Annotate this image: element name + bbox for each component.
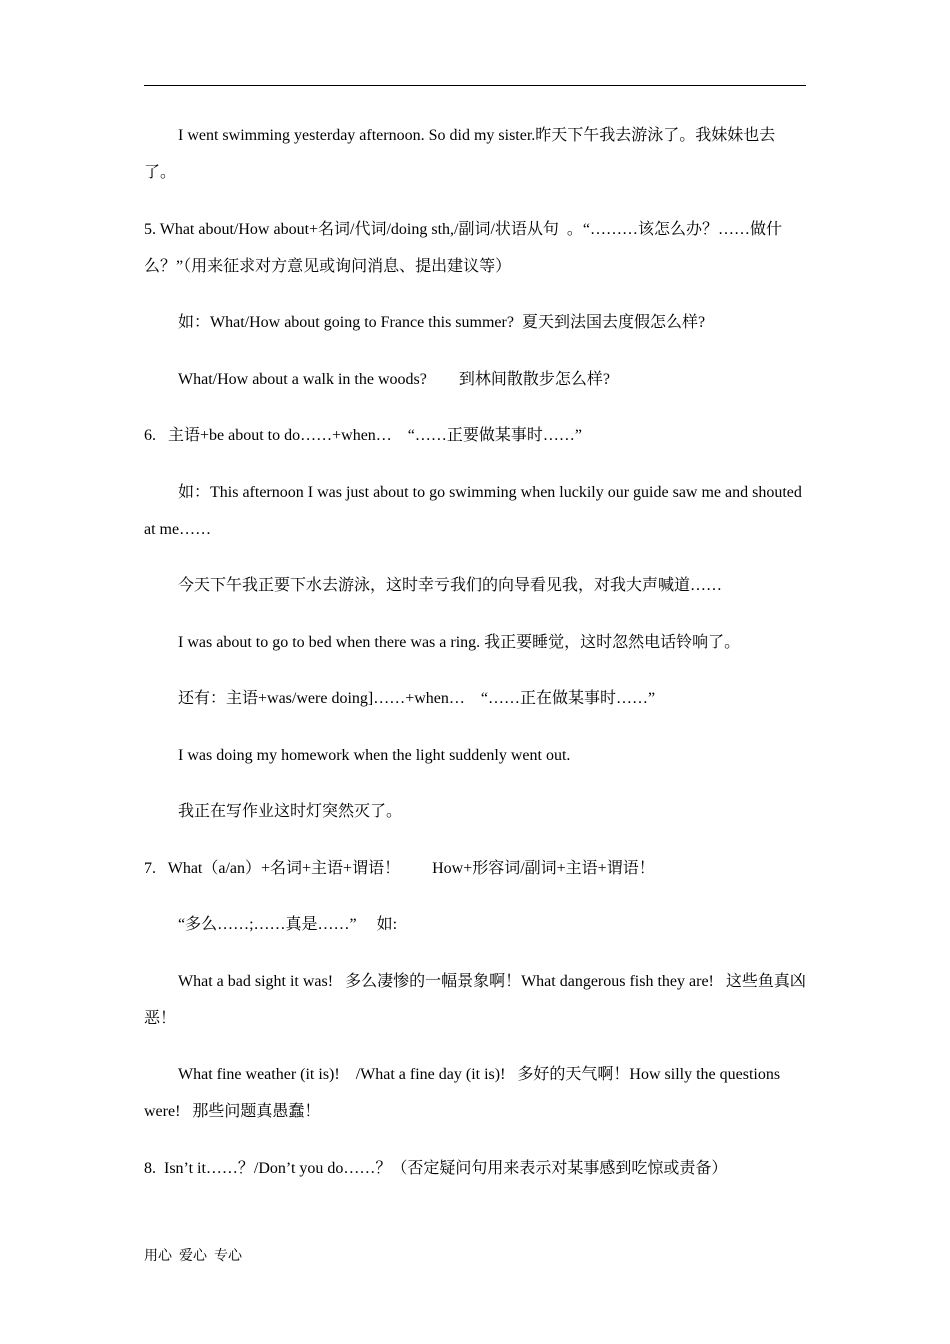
document-body (144, 117, 806, 1206)
example-translation: 我正在写作业这时灯突然灭了。 (178, 803, 403, 820)
example-translation: 今天下午我正要下水去游泳，这时幸亏我们的向导看见我，对我大声喊道…… (178, 577, 723, 594)
page-footer: 用心 爱心 专心 (144, 1249, 242, 1264)
section-heading-7: 7. What（a/an）+名词+主语+谓语！ How+形容词/副词+主语+谓语！ (144, 859, 655, 877)
example-sentence: What/How about a walk in the woods? 到林间散散步怎么样? (178, 370, 610, 388)
section-heading-8: 8. Isn’t it……？/Don’t you do……？（否定疑问句用来表示对某事感到吃惊或责备） (144, 1159, 728, 1177)
section-heading-5: 5. What about/How about+名词/代词/doing sth,/副词/状语从句 。“………该怎么办？……做什么？”（用来征求对方意见或询问消息、提出建议等） (144, 220, 783, 275)
example-sentence: I was doing my homework when the light suddenly went out. (178, 746, 571, 764)
pattern-note: “多么……;……真是……” 如: (178, 916, 398, 933)
header-rule (144, 85, 806, 86)
pattern-note: 还有：主语+was/were doing]……+when… “……正在做某事时……” (178, 690, 656, 707)
example-sentence: What fine weather (it is)! /What a fine day (it is)! 多好的天气啊！How silly the questions were! 那些问题真愚蠢！ (144, 1066, 785, 1120)
example-sentence: 如：This afternoon I was just about to go swimming when luckily our guide saw me and shouted at me…… (144, 483, 806, 538)
example-sentence: I was about to go to bed when there was a ring. 我正要睡觉，这时忽然电话铃响了。 (178, 633, 741, 651)
section-heading-6: 6. 主语+be about to do……+when… “……正要做某事时……” (144, 427, 583, 444)
example-sentence: What a bad sight it was! 多么凄惨的一幅景象啊！What dangerous fish they are! 这些鱼真凶恶！ (144, 972, 806, 1027)
paragraph: I went swimming yesterday afternoon. So did my sister.昨天下午我去游泳了。我妹妹也去了。 (144, 127, 776, 181)
example-sentence: 如：What/How about going to France this summer? 夏天到法国去度假怎么样? (178, 314, 706, 331)
